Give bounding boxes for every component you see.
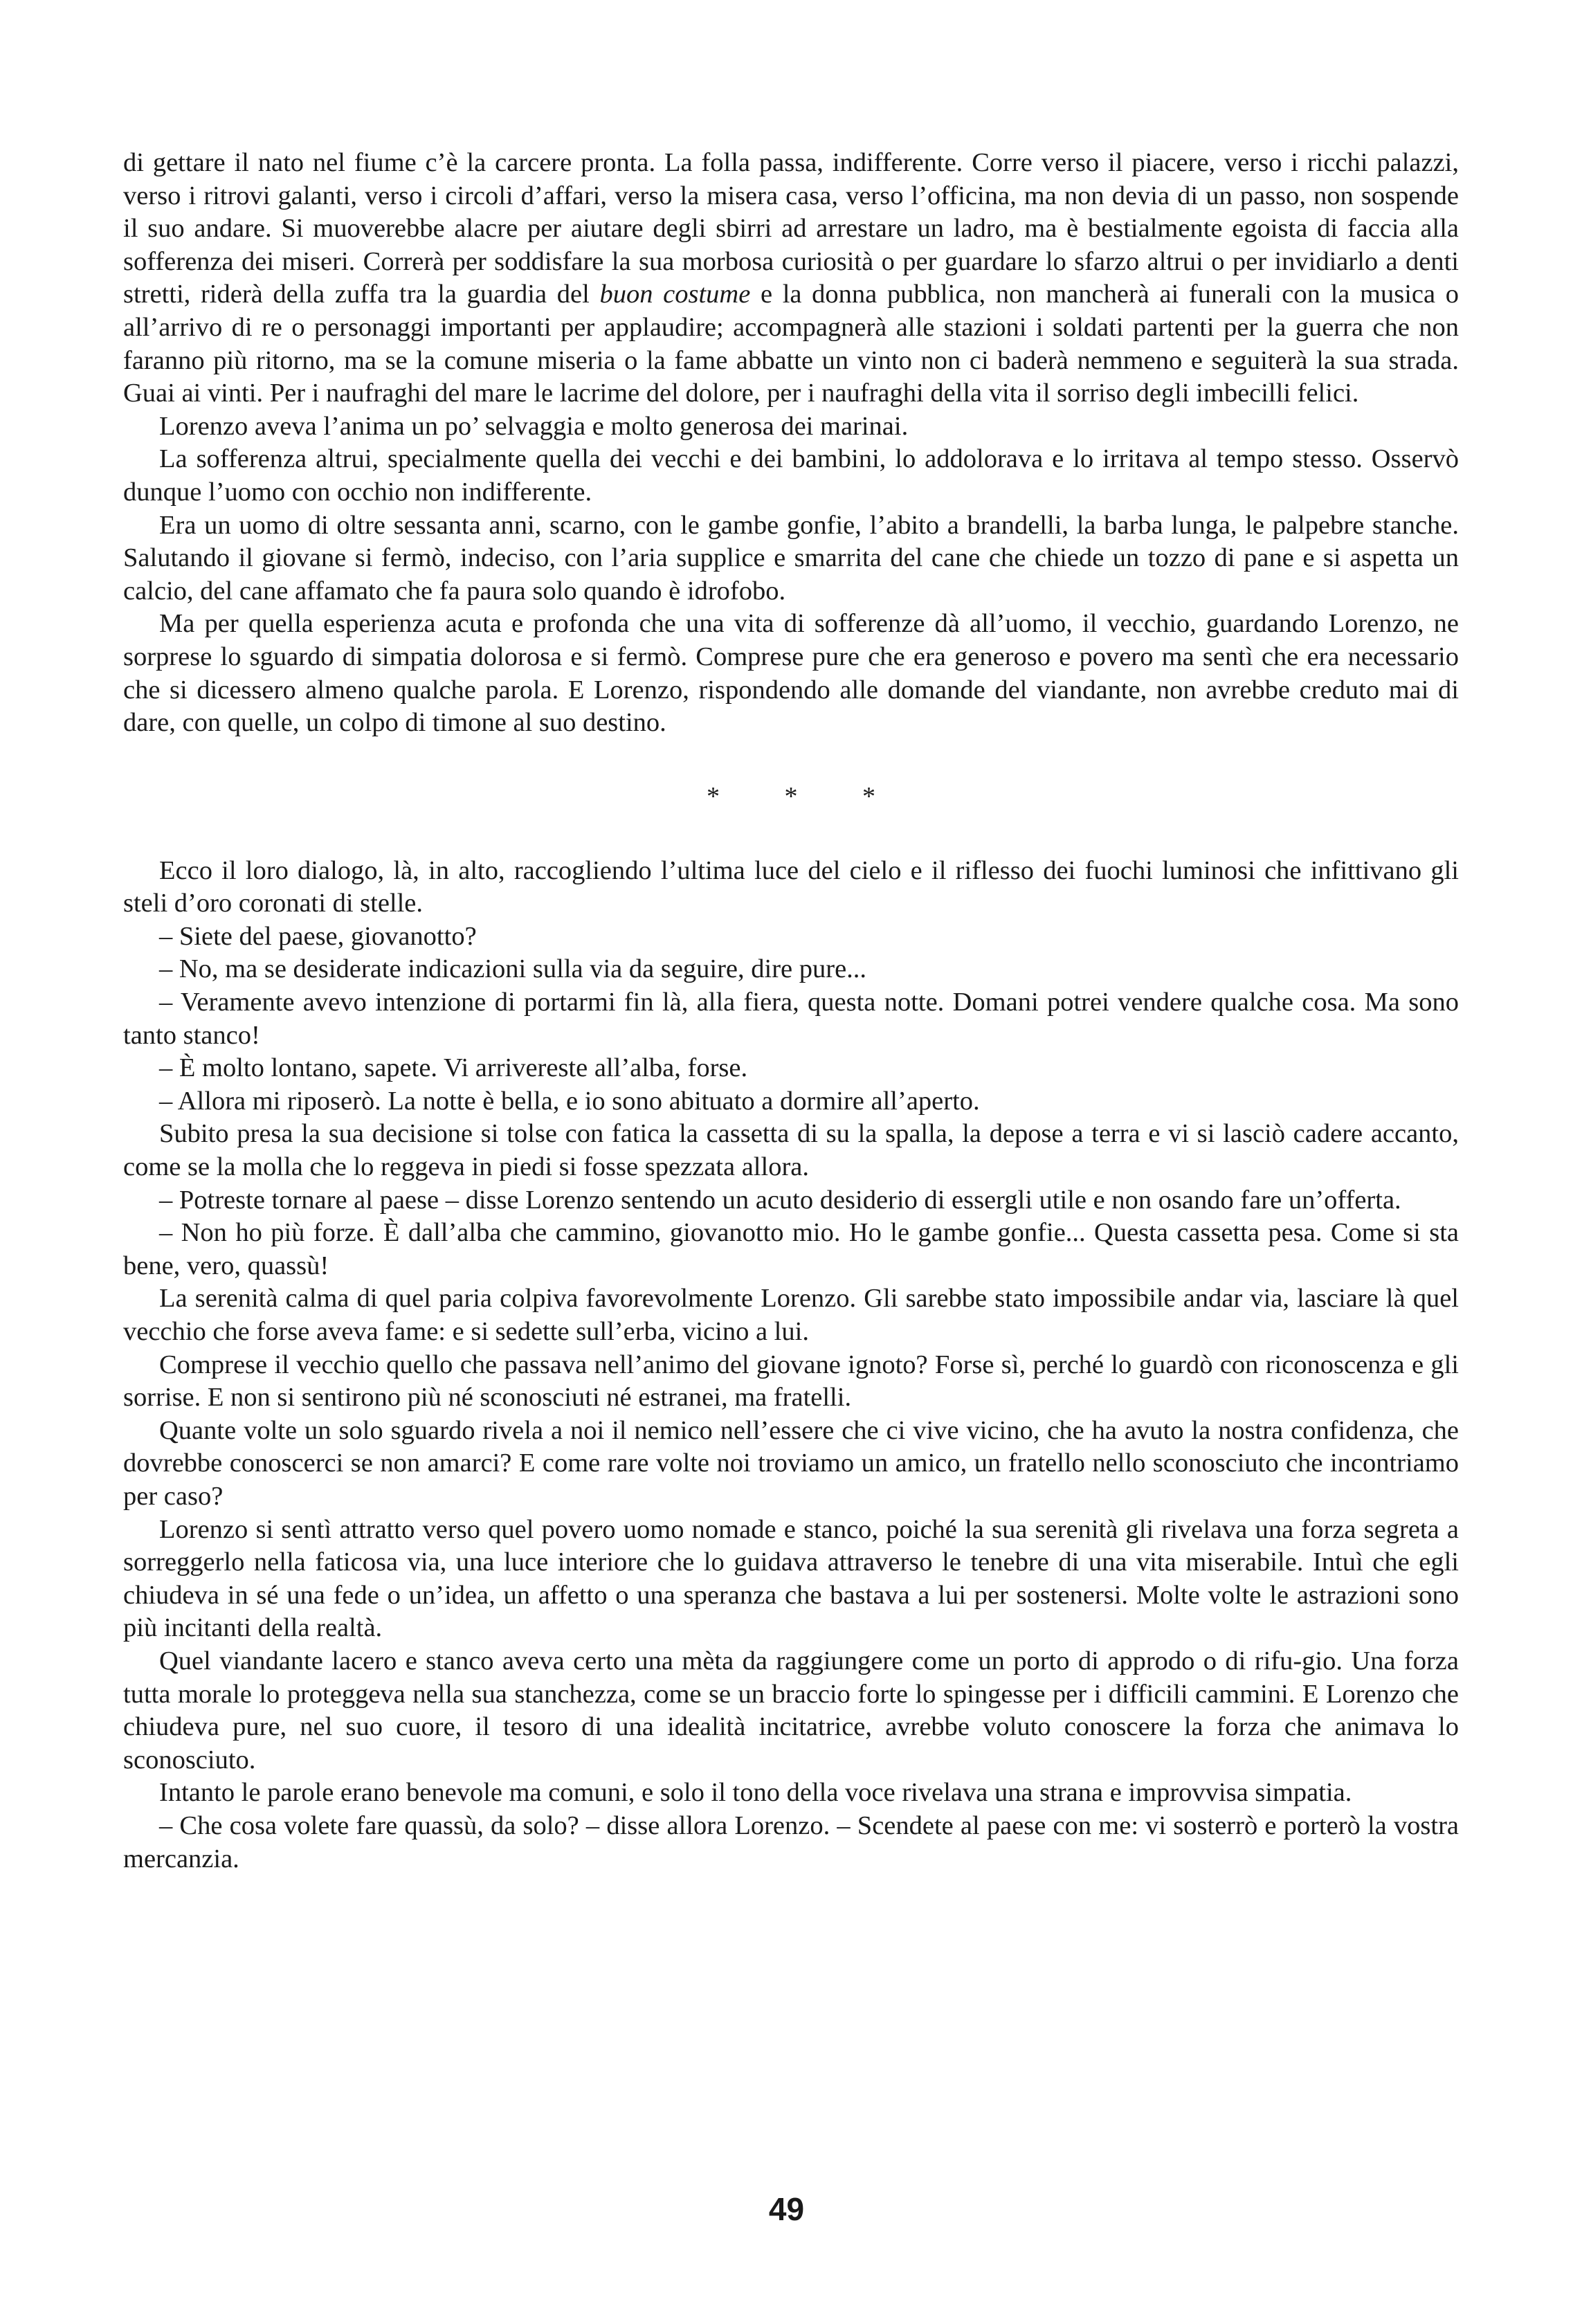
paragraph: Subito presa la sua decisione si tolse con fatica la cassetta di su la spalla, la depose a terra e vi si lasciò cadere accanto, come se la molla che lo reggeva in piedi si fosse spezzata allora. [123,1119,1459,1182]
paragraph: Ma per quella esperienza acuta e profonda che una vita di sofferenze dà all’uomo, il vecchio, guardando Lorenzo, ne sorprese lo sguardo di simpatia dolorosa e si fermò. Comprese pure che era generoso e povero ma sentì che era necessario che si dicessero almeno qualche parola. E Lorenzo, rispondendo alle domande del viandante, non avrebbe creduto mai di dare, con quelle, un colpo di timone al suo destino. [123,609,1459,738]
dialogue-line: – Che cosa volete fare quassù, da solo? – disse allora Lorenzo. – Scendete al paese con me: vi sosterrò e porterò la vostra mercanzia. [123,1810,1459,1873]
paragraph: Lorenzo si sentì attratto verso quel povero uomo nomade e stanco, poiché la sua serenità gli rivelava una forza segreta a sorreggerlo nella faticosa via, una luce interiore che lo guidava attraverso le tenebre di una vita miserabile. Intuì che egli chiudeva in sé una fede o un’idea, un affetto o una speranza che bastava a lui per sostenersi. Molte volte le astrazioni sono più incitanti della realtà. [123,1514,1459,1643]
paragraph-continued [123,147,1459,410]
dialogue-line: – Potreste tornare al paese – disse Lorenzo sentendo un acuto desiderio di essergli utile e non osando fare un’offerta. [159,1185,1401,1215]
dialogue-line: – È molto lontano, sapete. Vi arrivereste all’alba, forse. [159,1053,748,1083]
paragraph: La serenità calma di quel paria colpiva favorevolmente Lorenzo. Gli sarebbe stato impossibile andar via, lasciare là quel vecchio che forse aveva fame: e si sedette sull’erba, vicino a lui. [123,1284,1459,1346]
page-number: 49 [768,2191,805,2227]
dialogue-line: – Allora mi riposerò. La notte è bella, e io sono abituato a dormire all’aperto. [159,1086,980,1116]
paragraph: Intanto le parole erano benevole ma comuni, e solo il tono della voce rivelava una strana e improvvisa simpatia. [159,1778,1352,1808]
paragraph-text: di gettare il nato nel fiume c’è la carcere pronta. La folla passa, indifferente. Corre verso il piacere, verso i ricchi palazzi, verso i ritrovi galanti, verso i circoli d’affari, verso la misera casa, verso l’officina, ma non devia di un passo, non sospende il suo andare. Si muoverebbe alacre per aiutare degli sbirri ad arrestare un ladro, ma è bestialmente egoista di faccia alla sofferenza dei miseri. Correrà per soddisfare la sua morbosa curiosità o per guardare lo sfarzo altrui o per invidiarlo a denti stretti, riderà della zuffa tra la guardia del [123,148,1459,309]
section-separator: * * * [707,781,904,811]
dialogue-line: – Veramente avevo intenzione di portarmi fin là, alla fiera, questa notte. Domani potrei vendere qualche cosa. Ma sono tanto stanco! [123,988,1459,1050]
page-body [123,147,1459,1876]
dialogue-line: – No, ma se desiderate indicazioni sulla via da seguire, dire pure... [159,954,867,984]
paragraph: Ecco il loro dialogo, là, in alto, raccogliendo l’ultima luce del cielo e il riflesso dei fuochi luminosi che infittivano gli steli d’oro coronati di stelle. [123,855,1459,918]
italic-phrase: buon costume [599,280,751,309]
paragraph: Quante volte un solo sguardo rivela a noi il nemico nell’essere che ci vive vicino, che ha avuto la nostra confidenza, che dovrebbe conoscerci se non amarci? E come rare volte noi troviamo un amico, un fratello nello sconosciuto che incontriamo per caso? [123,1415,1459,1511]
dialogue-line: – Non ho più forze. È dall’alba che cammino, giovanotto mio. Ho le gambe gonfie... Questa cassetta pesa. Come si sta bene, vero, quassù! [123,1218,1459,1280]
paragraph: Quel viandante lacero e stanco aveva certo una mèta da raggiungere come un porto di approdo o di rifu-gio. Una forza tutta morale lo proteggeva nella sua stanchezza, come se un braccio forte lo spingesse per i difficili cammini. E Lorenzo che chiudeva pure, nel suo cuore, il tesoro di una idealità incitatrice, avrebbe voluto conoscere la forza che animava lo sconosciuto. [123,1646,1459,1774]
paragraph: Comprese il vecchio quello che passava nell’animo del giovane ignoto? Forse sì, perché lo guardò con riconoscenza e gli sorrise. E non si sentirono più né sconosciuti né estranei, ma fratelli. [123,1350,1459,1413]
paragraph-text: e la donna pubblica, non mancherà ai funerali con la musica o all’arrivo di re o personaggi importanti per applaudire; accompagnerà alle stazioni i soldati partenti per la guerra che non faranno più ritorno, ma se la comune miseria o la fame abbatte un vinto non ci baderà nemmeno e seguiterà la sua strada. Guai ai vinti. Per i naufraghi del mare le lacrime del dolore, per i naufraghi della vita il sorriso degli imbecilli felici. [123,280,1459,408]
dialogue-line: – Siete del paese, giovanotto? [159,921,477,951]
paragraph: La sofferenza altrui, specialmente quella dei vecchi e dei bambini, lo addolorava e lo irritava al tempo stesso. Osservò dunque l’uomo con occhio non indifferente. [123,444,1459,507]
paragraph: Lorenzo aveva l’anima un po’ selvaggia e molto generosa dei marinai. [159,411,909,441]
paragraph: Era un uomo di oltre sessanta anni, scarno, con le gambe gonfie, l’abito a brandelli, la barba lunga, le palpebre stanche. Salutando il giovane si fermò, indeciso, con l’aria supplice e smarrita del cane che chiede un tozzo di pane e si aspetta un calcio, del cane affamato che fa paura solo quando è idrofobo. [123,510,1459,606]
